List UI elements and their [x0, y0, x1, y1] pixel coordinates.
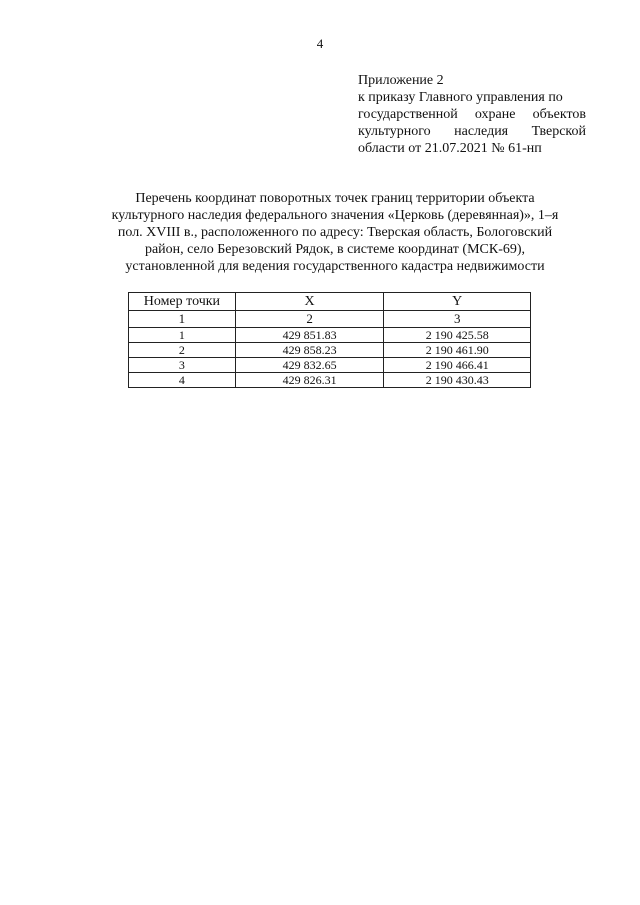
- header-x: X: [235, 293, 384, 311]
- point-number-cell: 3: [129, 358, 236, 373]
- page-number: 4: [316, 36, 324, 51]
- appendix-line: к приказу Главного управления по: [358, 90, 563, 105]
- x-cell: 429 832.65: [235, 358, 384, 373]
- table-row: [129, 373, 531, 388]
- document-title: [70, 190, 600, 275]
- column-number: 1: [129, 311, 236, 328]
- header-y: Y: [384, 293, 531, 311]
- point-number-cell: 1: [129, 328, 236, 343]
- point-number-cell: 2: [129, 343, 236, 358]
- coordinates-table: [128, 292, 531, 388]
- title-line: пол. XVIII в., расположенного по адресу: Тверская область, Бологовский: [117, 225, 553, 240]
- column-number: 2: [235, 311, 384, 328]
- y-cell: 2 190 461.90: [384, 343, 531, 358]
- appendix-block: [358, 72, 586, 157]
- title-line: установленной для ведения государственного кадастра недвижимости: [125, 259, 545, 274]
- title-line: культурного наследия федерального значения «Церковь (деревянная)», 1–я: [111, 208, 559, 223]
- x-cell: 429 851.83: [235, 328, 384, 343]
- x-cell: 429 826.31: [235, 373, 384, 388]
- appendix-title: Приложение 2: [358, 73, 444, 88]
- table-header-row: [129, 293, 531, 311]
- y-cell: 2 190 430.43: [384, 373, 531, 388]
- point-number-cell: 4: [129, 373, 236, 388]
- title-line: Перечень координат поворотных точек границ территории объекта: [135, 191, 535, 206]
- column-number: 3: [384, 311, 531, 328]
- appendix-line: государственной охране объектов: [358, 107, 586, 122]
- table-column-number-row: [129, 311, 531, 328]
- title-line: район, село Березовский Рядок, в системе координат (МСК-69),: [144, 242, 526, 257]
- header-point-number: Номер точки: [129, 293, 236, 311]
- appendix-line: области от 21.07.2021 № 61-нп: [358, 141, 542, 156]
- appendix-line: культурного наследия Тверской: [358, 124, 586, 139]
- table-row: [129, 358, 531, 373]
- table-row: [129, 343, 531, 358]
- y-cell: 2 190 425.58: [384, 328, 531, 343]
- table-row: [129, 328, 531, 343]
- y-cell: 2 190 466.41: [384, 358, 531, 373]
- x-cell: 429 858.23: [235, 343, 384, 358]
